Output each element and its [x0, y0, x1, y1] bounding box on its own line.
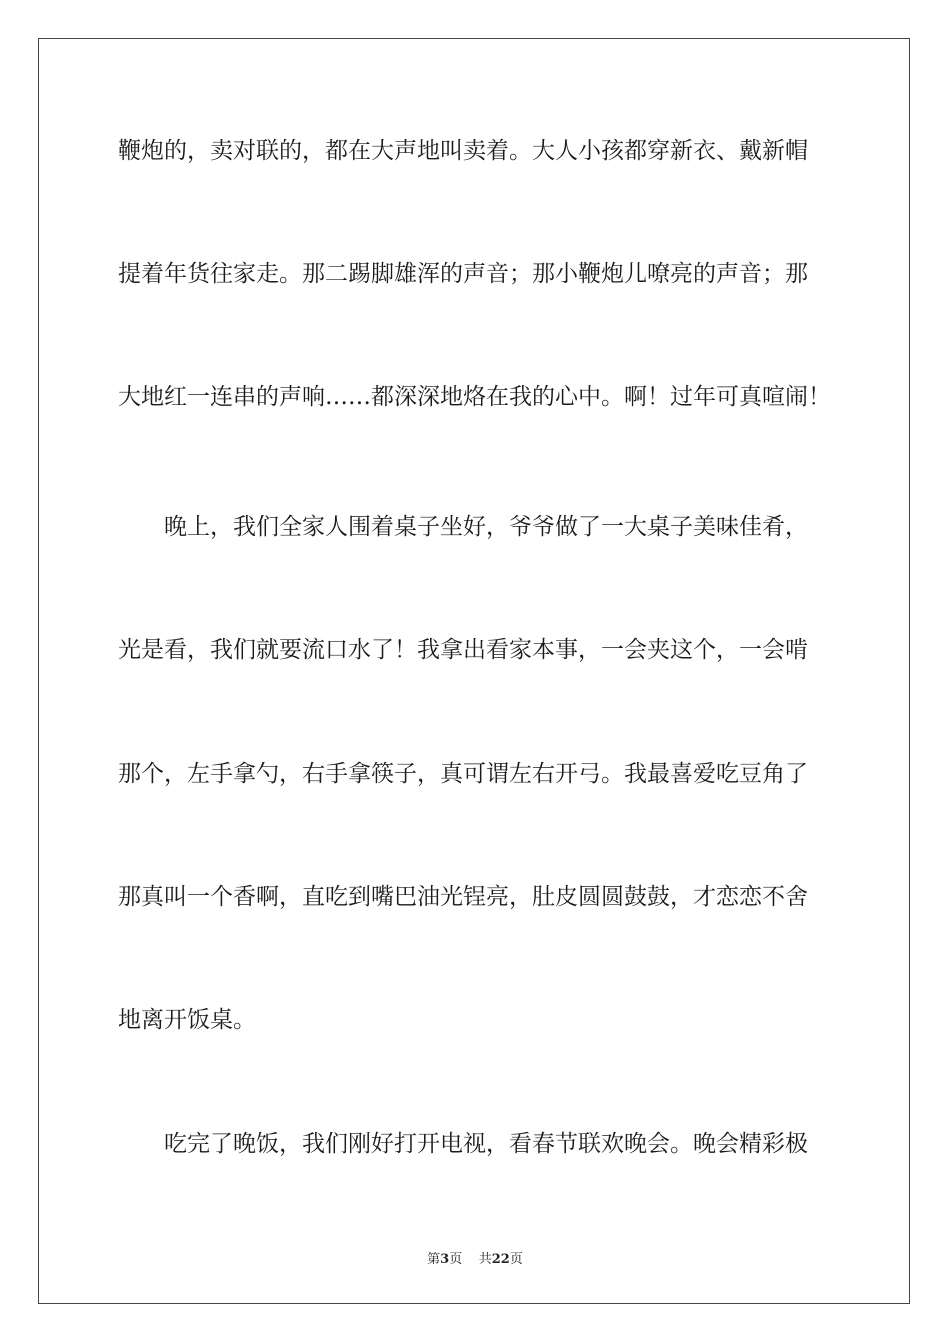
text-line-6: 那个，左手拿勺，右手拿筷子，真可谓左右开弓。我最喜爱吃豆角了 [118, 761, 808, 787]
text-line-5: 光是看，我们就要流口水了！我拿出看家本事，一会夹这个，一会啃 [118, 637, 808, 663]
text-line-9-paragraph-start: 吃完了晚饭，我们刚好打开电视，看春节联欢晚会。晚会精彩极 [164, 1131, 808, 1157]
page-prefix: 第 [427, 1252, 441, 1267]
total-prefix: 共 [478, 1252, 492, 1267]
page-border [38, 38, 910, 1304]
page-footer [0, 1248, 950, 1267]
text-line-3: 大地红一连串的声响……都深深地烙在我的心中。啊！过年可真喧闹！ [118, 384, 831, 410]
text-line-7: 那真叫一个香啊，直吃到嘴巴油光锃亮，肚皮圆圆鼓鼓，才恋恋不舍 [118, 884, 808, 910]
text-line-2: 提着年货往家走。那二踢脚雄浑的声音；那小鞭炮儿嘹亮的声音；那 [118, 261, 808, 287]
total-suffix: 页 [509, 1252, 523, 1267]
page-suffix: 页 [449, 1252, 463, 1267]
text-line-1: 鞭炮的，卖对联的，都在大声地叫卖着。大人小孩都穿新衣、戴新帽 [118, 138, 808, 164]
text-line-4-paragraph-start: 晚上，我们全家人围着桌子坐好，爷爷做了一大桌子美味佳肴， [164, 514, 808, 540]
current-page-number: 3 [440, 1252, 450, 1267]
text-line-8: 地离开饭桌。 [118, 1007, 256, 1033]
total-page-count: 22 [491, 1252, 510, 1267]
